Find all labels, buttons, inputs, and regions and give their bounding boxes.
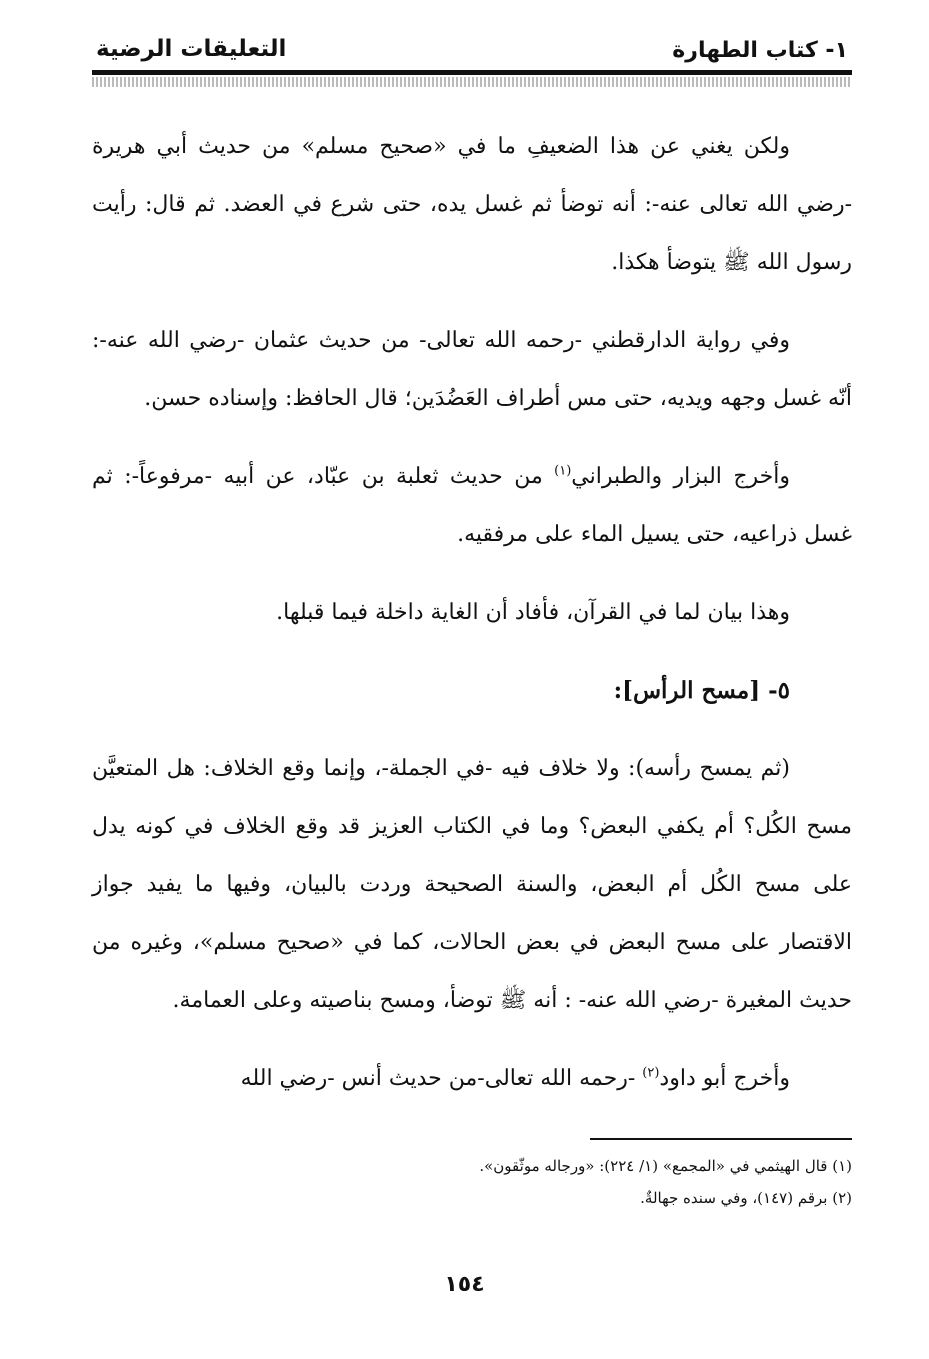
main-text [92,118,852,1128]
paragraph-3 [92,448,852,564]
paragraph-2: وفي رواية الدارقطني -رحمه الله تعالى- من حديث عثمان -رضي الله عنه-: أنّه غسل وجهه ويديه، حتى مس أطراف العَضُدَين؛ قال الحافظ: وإسناده حسن. [92,328,852,411]
footnote-1: (١) قال الهيثمي في «المجمع» (١/ ٢٢٤): «ورجاله موثّقون». [479,1157,852,1175]
footnote-2: (٢) برقم (١٤٧)، وفي سنده جهالةٌ. [640,1189,852,1207]
footnote-ref-1[interactable]: (١) [554,463,572,479]
paragraph-6 [92,1050,852,1108]
footnotes [92,1150,852,1214]
footnote-ref-2[interactable]: (٢) [642,1065,660,1081]
paragraph-5: (ثم يمسح رأسه): ولا خلاف فيه -في الجملة-، وإنما وقع الخلاف: هل المتعيَّن مسح الكُل؟ أم يكفي البعض؟ وما في الكتاب العزيز قد وقع الخلاف في كونه يدل على مسح الكُل أم البعض، والسنة الصحيحة وردت بالبيان، وفيها ما يفيد جواز الاقتصار على مسح البعض في بعض الحالات، كما في «صحيح مسلم»، وغيره من حديث المغيرة -رضي الله عنه- : أنه ﷺ توضأ، ومسح بناصيته وعلى العمامة. [92,756,852,1013]
chapter-title: ١- كتاب الطهارة [672,38,848,63]
paragraph-3-start: وأخرج البزار والطبراني [571,464,790,489]
paragraph-6-rest: -رحمه الله تعالى-من حديث أنس -رضي الله [240,1066,643,1091]
paragraph-6-start: وأخرج أبو داود [659,1066,790,1091]
header-dotted-rule [92,77,852,87]
page-number: ١٥٤ [444,1272,485,1297]
paragraph-3-rest: من حديث ثعلبة بن عبّاد، عن أبيه -مرفوعاً-: ثم غسل ذراعيه، حتى يسيل الماء على مرفقيه. [92,464,852,547]
book-title: التعليقات الرضية [96,36,287,62]
header-rule [92,70,852,75]
paragraph-4: وهذا بيان لما في القرآن، فأفاد أن الغاية داخلة فيما قبلها. [276,600,790,625]
footnote-separator [590,1138,852,1140]
section-heading: ٥- [مسح الرأس]: [613,677,790,704]
paragraph-1: ولكن يغني عن هذا الضعيفِ ما في «صحيح مسلم» من حديث أبي هريرة -رضي الله تعالى عنه-: أنه توضأ ثم غسل يده، حتى شرع في العضد. ثم قال: رأيت رسول الله ﷺ يتوضأ هكذا. [92,134,852,275]
